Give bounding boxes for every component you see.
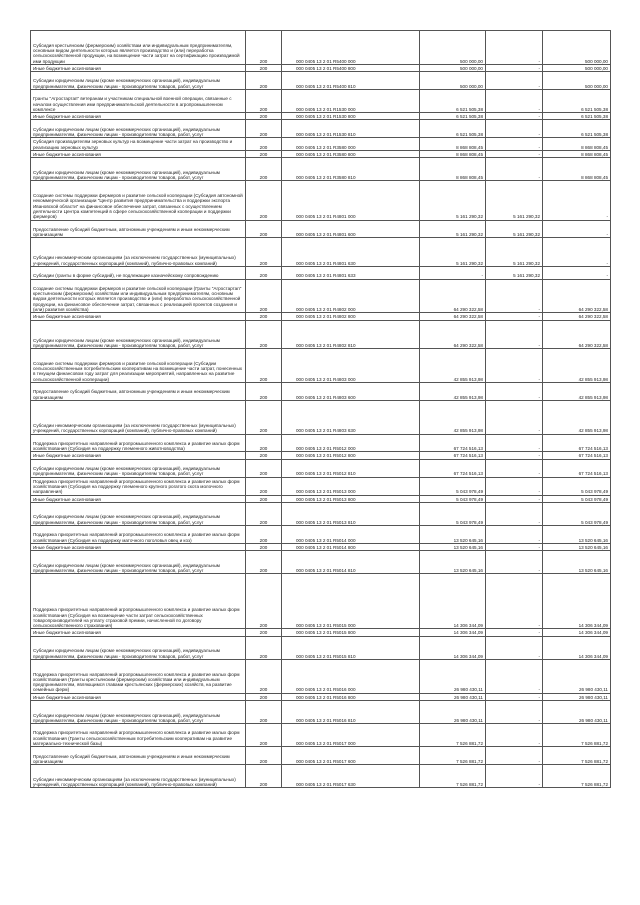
row-approved-amount: 64 290 322,58 xyxy=(420,313,486,320)
table-row xyxy=(31,313,611,320)
row-executed-amount: - xyxy=(486,636,543,659)
row-remaining-amount: 42 855 913,98 xyxy=(543,382,611,400)
row-approved-amount: 14 306 344,09 xyxy=(420,629,486,636)
row-description: Субсидии юридическим лицам (кроме некоммерческих организаций), индивидуальным предпринимателям, физическим лицам - производителям товаров, работ, услуг xyxy=(31,459,246,477)
row-line-code: 200 xyxy=(246,495,282,502)
row-description: Поддержка приоритетных направлений агропромышленного комплекса и развитие малых форм хозяйствования (Субсидия на возмещение части затрат сельскохозяйственных товаропроизводителей на уплату страховой премии, начисленной по договору сельскохозяйственного страхования) xyxy=(31,574,246,629)
row-description: Субсидии юридическим лицам (кроме некоммерческих организаций), индивидуальным предпринимателям, физическим лицам - производителям товаров, работ, услуг xyxy=(31,551,246,574)
row-line-code: 200 xyxy=(246,113,282,120)
row-line-code: 200 xyxy=(246,551,282,574)
row-budget-classification-code: 000 0405 13 2 01 R5012 000 xyxy=(282,434,420,452)
row-remaining-amount: 8 868 808,45 xyxy=(543,158,611,181)
row-remaining-amount: 8 868 808,45 xyxy=(543,138,611,151)
row-description: Иные бюджетные ассигнования xyxy=(31,113,246,120)
row-line-code: 200 xyxy=(246,636,282,659)
row-budget-classification-code: 000 0405 13 2 01 R5015 810 xyxy=(282,636,420,659)
table-row xyxy=(31,238,611,267)
table-row xyxy=(31,266,611,279)
row-budget-classification-code: 000 0405 13 2 01 R5400 800 xyxy=(282,64,420,71)
row-remaining-amount: 6 521 505,38 xyxy=(543,113,611,120)
row-remaining-amount: - xyxy=(543,220,611,238)
row-approved-amount: - xyxy=(420,266,486,279)
row-line-code: 200 xyxy=(246,765,282,788)
table-row xyxy=(31,279,611,313)
table-row xyxy=(31,320,611,349)
row-line-code: 200 xyxy=(246,434,282,452)
budget-execution-table xyxy=(30,30,611,788)
row-remaining-amount: 5 043 978,49 xyxy=(543,477,611,495)
row-approved-amount: 5 043 978,49 xyxy=(420,477,486,495)
table-row xyxy=(31,452,611,459)
row-line-code: 200 xyxy=(246,526,282,544)
row-remaining-amount: 13 520 645,16 xyxy=(543,543,611,550)
row-remaining-amount: 14 306 344,09 xyxy=(543,574,611,629)
row-line-code: 200 xyxy=(246,701,282,724)
row-executed-amount: - xyxy=(486,477,543,495)
row-approved-amount: 7 526 881,72 xyxy=(420,724,486,747)
row-executed-amount: - xyxy=(486,113,543,120)
row-budget-classification-code: 000 0405 13 2 01 R5016 810 xyxy=(282,701,420,724)
row-line-code: 200 xyxy=(246,659,282,693)
row-line-code: 200 xyxy=(246,382,282,400)
row-remaining-amount: 67 724 516,13 xyxy=(543,459,611,477)
row-description: Субсидии юридическим лицам (кроме некоммерческих организаций), индивидуальным предпринимателям, физическим лицам - производителям товаров, работ, услуг xyxy=(31,158,246,181)
row-line-code: 200 xyxy=(246,320,282,349)
table-row xyxy=(31,502,611,525)
row-remaining-amount: 26 980 430,11 xyxy=(543,693,611,700)
row-approved-amount: 67 724 516,13 xyxy=(420,452,486,459)
row-remaining-amount: 500 000,00 xyxy=(543,31,611,65)
row-remaining-amount: 13 520 645,16 xyxy=(543,526,611,544)
row-approved-amount: 13 520 645,16 xyxy=(420,551,486,574)
row-approved-amount: 42 855 913,98 xyxy=(420,400,486,434)
row-approved-amount: 7 526 881,72 xyxy=(420,747,486,765)
row-description: Предоставление субсидий бюджетным, автономным учреждениям и иным некоммерческим организациям xyxy=(31,747,246,765)
row-description: Поддержка приоритетных направлений агропромышленного комплекса и развитие малых форм хозяйствования (Гранты сельскохозяйственным потребительским кооперативам на развитие материально-технической базы) xyxy=(31,724,246,747)
table-row xyxy=(31,181,611,220)
row-description: Поддержка приоритетных направлений агропромышленного комплекса и развитие малых форм хозяйствования (Субсидия на поддержку племенного крупного рогатого скота молочного направления) xyxy=(31,477,246,495)
row-approved-amount: 6 521 505,38 xyxy=(420,89,486,112)
table-row xyxy=(31,158,611,181)
row-line-code: 200 xyxy=(246,64,282,71)
row-budget-classification-code: 000 0405 13 2 01 R5017 630 xyxy=(282,765,420,788)
row-executed-amount: 5 161 290,32 xyxy=(486,238,543,267)
row-approved-amount: 8 868 808,45 xyxy=(420,150,486,157)
row-budget-classification-code: 000 0405 13 2 01 R5016 000 xyxy=(282,659,420,693)
row-budget-classification-code: 000 0405 13 2 01 R5017 600 xyxy=(282,747,420,765)
row-description: Субсидии юридическим лицам (кроме некоммерческих организаций), индивидуальным предпринимателям, физическим лицам - производителям товаров, работ, услуг xyxy=(31,701,246,724)
row-remaining-amount: 500 000,00 xyxy=(543,72,611,90)
row-budget-classification-code: 000 0405 13 2 01 R3580 000 xyxy=(282,138,420,151)
row-description: Поддержка приоритетных направлений агропромышленного комплекса и развитие малых форм хозяйствования (Субсидия на поддержку племенного животноводства) xyxy=(31,434,246,452)
row-line-code: 200 xyxy=(246,747,282,765)
row-budget-classification-code: 000 0405 13 2 01 R1530 810 xyxy=(282,120,420,138)
row-approved-amount: 14 306 344,09 xyxy=(420,574,486,629)
row-budget-classification-code: 000 0405 13 2 01 R4802 000 xyxy=(282,279,420,313)
row-executed-amount: - xyxy=(486,724,543,747)
row-approved-amount: 7 526 881,72 xyxy=(420,765,486,788)
table-row xyxy=(31,629,611,636)
table-row xyxy=(31,765,611,788)
row-executed-amount: - xyxy=(486,31,543,65)
table-row xyxy=(31,574,611,629)
row-line-code: 200 xyxy=(246,72,282,90)
row-executed-amount: - xyxy=(486,64,543,71)
row-executed-amount: - xyxy=(486,502,543,525)
row-line-code: 200 xyxy=(246,120,282,138)
row-description: Поддержка приоритетных направлений агропромышленного комплекса и развитие малых форм хозяйствования (Субсидия на поддержку маточного поголовья овец и коз) xyxy=(31,526,246,544)
row-remaining-amount: 7 526 881,72 xyxy=(543,765,611,788)
row-approved-amount: 26 980 430,11 xyxy=(420,693,486,700)
row-description: Субсидия производителям зерновых культур на возмещение части затрат на производство и реализацию зерновых культур xyxy=(31,138,246,151)
row-approved-amount: 500 000,00 xyxy=(420,72,486,90)
row-description: Иные бюджетные ассигнования xyxy=(31,313,246,320)
row-line-code: 200 xyxy=(246,452,282,459)
row-budget-classification-code: 000 0405 13 2 01 R5013 800 xyxy=(282,495,420,502)
row-description: Иные бюджетные ассигнования xyxy=(31,543,246,550)
table-row xyxy=(31,701,611,724)
row-description: Поддержка приоритетных направлений агропромышленного комплекса и развитие малых форм хозяйствования (Гранты крестьянским (фермерским) хозяйствам или индивидуальным предпринимателям, являющимся главами крестьянских (фермерских) хозяйств, на развитие семейных ферм) xyxy=(31,659,246,693)
table-row xyxy=(31,526,611,544)
row-remaining-amount: 500 000,00 xyxy=(543,64,611,71)
row-budget-classification-code: 000 0405 13 2 01 R4802 800 xyxy=(282,313,420,320)
row-budget-classification-code: 000 0405 13 2 01 R3580 810 xyxy=(282,158,420,181)
row-description: Субсидии некоммерческим организациям (за исключением государственных (муниципальных) учреждений, государственных корпораций (компаний), публично-правовых компаний) xyxy=(31,238,246,267)
row-remaining-amount: 14 306 344,09 xyxy=(543,629,611,636)
table-row xyxy=(31,551,611,574)
row-approved-amount: 64 290 322,58 xyxy=(420,279,486,313)
table-row xyxy=(31,434,611,452)
row-executed-amount: - xyxy=(486,313,543,320)
table-row xyxy=(31,31,611,65)
table-row xyxy=(31,120,611,138)
row-executed-amount: - xyxy=(486,382,543,400)
row-line-code: 200 xyxy=(246,400,282,434)
row-budget-classification-code: 000 0405 13 2 01 R5012 810 xyxy=(282,459,420,477)
row-description: Субсидии юридическим лицам (кроме некоммерческих организаций), индивидуальным предпринимателям, физическим лицам - производителям товаров, работ, услуг xyxy=(31,636,246,659)
row-approved-amount: 8 868 808,45 xyxy=(420,158,486,181)
table-body xyxy=(31,31,611,788)
row-remaining-amount: 26 980 430,11 xyxy=(543,659,611,693)
row-approved-amount: 500 000,00 xyxy=(420,64,486,71)
row-remaining-amount: 64 290 322,58 xyxy=(543,320,611,349)
row-budget-classification-code: 000 0405 13 2 01 R5400 000 xyxy=(282,31,420,65)
row-approved-amount: 13 520 645,16 xyxy=(420,543,486,550)
row-budget-classification-code: 000 0405 13 2 01 R5014 000 xyxy=(282,526,420,544)
row-executed-amount: - xyxy=(486,629,543,636)
row-approved-amount: 14 306 344,09 xyxy=(420,636,486,659)
row-approved-amount: 67 724 516,13 xyxy=(420,434,486,452)
row-description: Создание системы поддержки фермеров и развитие сельской кооперации (Гранты "Агростартап" крестьянским (фермерским) хозяйствам или индивидуальным предпринимателям, основным видом деятельности которых является производство и (или) переработка сельскохозяйственной продукции, на финансовое обеспечение затрат, связанных с реализацией проектов создания и (или) развития хозяйства) xyxy=(31,279,246,313)
row-remaining-amount: 14 306 344,09 xyxy=(543,636,611,659)
row-line-code: 200 xyxy=(246,150,282,157)
row-remaining-amount: 7 526 881,72 xyxy=(543,724,611,747)
row-remaining-amount: 5 043 978,49 xyxy=(543,502,611,525)
row-executed-amount: - xyxy=(486,459,543,477)
table-row xyxy=(31,400,611,434)
row-budget-classification-code: 000 0405 13 2 01 R4803 000 xyxy=(282,349,420,383)
table-row xyxy=(31,382,611,400)
row-description: Субсидии юридическим лицам (кроме некоммерческих организаций), индивидуальным предпринимателям, физическим лицам - производителям товаров, работ, услуг xyxy=(31,120,246,138)
row-executed-amount: - xyxy=(486,747,543,765)
row-budget-classification-code: 000 0405 13 2 01 R5013 000 xyxy=(282,477,420,495)
row-budget-classification-code: 000 0405 13 2 01 R5017 000 xyxy=(282,724,420,747)
row-executed-amount: - xyxy=(486,551,543,574)
row-line-code: 200 xyxy=(246,181,282,220)
row-approved-amount: 42 855 913,98 xyxy=(420,349,486,383)
row-budget-classification-code: 000 0405 13 2 01 R4801 600 xyxy=(282,220,420,238)
row-executed-amount: - xyxy=(486,158,543,181)
row-executed-amount: - xyxy=(486,89,543,112)
row-description: Субсидии юридическим лицам (кроме некоммерческих организаций), индивидуальным предпринимателям, физическим лицам - производителям товаров, работ, услуг xyxy=(31,320,246,349)
row-executed-amount: 5 161 290,32 xyxy=(486,220,543,238)
row-remaining-amount: 42 855 913,98 xyxy=(543,349,611,383)
table-row xyxy=(31,636,611,659)
row-description: Субсидии юридическим лицам (кроме некоммерческих организаций), индивидуальным предпринимателям, физическим лицам - производителям товаров, работ, услуг xyxy=(31,72,246,90)
row-line-code: 200 xyxy=(246,693,282,700)
table-row xyxy=(31,64,611,71)
row-budget-classification-code: 000 0405 13 2 01 R5015 800 xyxy=(282,629,420,636)
row-budget-classification-code: 000 0405 13 2 01 R4801 630 xyxy=(282,238,420,267)
table-row xyxy=(31,724,611,747)
table-row xyxy=(31,113,611,120)
row-executed-amount: - xyxy=(486,452,543,459)
row-description: Предоставление субсидий бюджетным, автономным учреждениям и иным некоммерческим организациям xyxy=(31,382,246,400)
row-executed-amount: - xyxy=(486,543,543,550)
row-description: Создание системы поддержки фермеров и развитие сельской кооперации (Субсидии сельскохозяйственным потребительским кооперативам на возмещение части затрат, понесенных в текущем финансовом году затрат для реализации мероприятий, направленных на развитие сельскохозяйственной кооперации) xyxy=(31,349,246,383)
row-budget-classification-code: 000 0405 13 2 01 R1530 000 xyxy=(282,89,420,112)
row-description: Иные бюджетные ассигнования xyxy=(31,693,246,700)
row-executed-amount: - xyxy=(486,434,543,452)
row-executed-amount: - xyxy=(486,150,543,157)
row-line-code: 200 xyxy=(246,31,282,65)
row-remaining-amount: 6 521 505,38 xyxy=(543,120,611,138)
row-line-code: 200 xyxy=(246,459,282,477)
row-remaining-amount: 67 724 516,13 xyxy=(543,452,611,459)
row-remaining-amount: 64 290 322,58 xyxy=(543,313,611,320)
row-approved-amount: 500 000,00 xyxy=(420,31,486,65)
row-remaining-amount: 8 868 808,45 xyxy=(543,150,611,157)
row-executed-amount: - xyxy=(486,659,543,693)
row-executed-amount: - xyxy=(486,279,543,313)
row-approved-amount: 5 043 978,49 xyxy=(420,502,486,525)
row-executed-amount: - xyxy=(486,765,543,788)
row-approved-amount: 5 161 290,32 xyxy=(420,238,486,267)
table-row xyxy=(31,693,611,700)
row-remaining-amount: 64 290 322,58 xyxy=(543,279,611,313)
row-line-code: 200 xyxy=(246,574,282,629)
row-approved-amount: 64 290 322,58 xyxy=(420,320,486,349)
row-executed-amount: - xyxy=(486,495,543,502)
row-approved-amount: 6 521 505,38 xyxy=(420,113,486,120)
row-approved-amount: 26 980 430,11 xyxy=(420,659,486,693)
row-approved-amount: 8 868 808,45 xyxy=(420,138,486,151)
row-executed-amount: - xyxy=(486,120,543,138)
row-approved-amount: 5 161 290,32 xyxy=(420,181,486,220)
row-remaining-amount: - xyxy=(543,238,611,267)
table-row xyxy=(31,659,611,693)
row-description: Субсидии некоммерческим организациям (за исключением государственных (муниципальных) учреждений, государственных корпораций (компаний), публично-правовых компаний) xyxy=(31,765,246,788)
row-approved-amount: 26 980 430,11 xyxy=(420,701,486,724)
budget-table-page xyxy=(30,30,610,788)
row-executed-amount: - xyxy=(486,349,543,383)
row-line-code: 200 xyxy=(246,220,282,238)
row-budget-classification-code: 000 0405 13 2 01 R5014 800 xyxy=(282,543,420,550)
row-line-code: 200 xyxy=(246,349,282,383)
table-row xyxy=(31,477,611,495)
row-remaining-amount: 67 724 516,13 xyxy=(543,434,611,452)
row-approved-amount: 5 161 290,32 xyxy=(420,220,486,238)
row-description: Иные бюджетные ассигнования xyxy=(31,495,246,502)
row-executed-amount: - xyxy=(486,693,543,700)
row-executed-amount: - xyxy=(486,138,543,151)
table-row xyxy=(31,150,611,157)
row-line-code: 200 xyxy=(246,138,282,151)
row-budget-classification-code: 000 0405 13 2 01 R4801 000 xyxy=(282,181,420,220)
row-description: Иные бюджетные ассигнования xyxy=(31,452,246,459)
table-row xyxy=(31,349,611,383)
row-approved-amount: 13 520 645,16 xyxy=(420,526,486,544)
table-row xyxy=(31,138,611,151)
row-remaining-amount: - xyxy=(543,266,611,279)
row-budget-classification-code: 000 0405 13 2 01 R4803 600 xyxy=(282,382,420,400)
row-budget-classification-code: 000 0405 13 2 01 R1530 800 xyxy=(282,113,420,120)
row-remaining-amount: 42 855 913,98 xyxy=(543,400,611,434)
row-line-code: 200 xyxy=(246,502,282,525)
row-approved-amount: 42 855 913,98 xyxy=(420,382,486,400)
row-executed-amount: - xyxy=(486,574,543,629)
row-description: Субсидии некоммерческим организациям (за исключением государственных (муниципальных) учреждений, государственных корпораций (компаний), публично-правовых компаний) xyxy=(31,400,246,434)
row-executed-amount: - xyxy=(486,526,543,544)
row-line-code: 200 xyxy=(246,238,282,267)
row-executed-amount: 5 161 290,32 xyxy=(486,266,543,279)
table-row xyxy=(31,495,611,502)
row-line-code: 200 xyxy=(246,477,282,495)
row-description: Создание системы поддержки фермеров и развитие сельской кооперации (Субсидия автономной некоммерческой организации "Центр развития предпринимательства и поддержки экспорта Ивановской области" на финансовое обеспечение затрат, связанных с осуществлением деятельности Центра компетенций в сфере сельскохозяйственной кооперации и поддержки фермеров) xyxy=(31,181,246,220)
row-remaining-amount: - xyxy=(543,181,611,220)
row-line-code: 200 xyxy=(246,724,282,747)
row-remaining-amount: 26 980 430,11 xyxy=(543,701,611,724)
row-budget-classification-code: 000 0405 13 2 01 R3580 800 xyxy=(282,150,420,157)
row-line-code: 200 xyxy=(246,629,282,636)
table-row xyxy=(31,459,611,477)
row-executed-amount: - xyxy=(486,400,543,434)
table-row xyxy=(31,220,611,238)
row-remaining-amount: 5 043 978,49 xyxy=(543,495,611,502)
row-budget-classification-code: 000 0405 13 2 01 R5012 800 xyxy=(282,452,420,459)
row-executed-amount: - xyxy=(486,72,543,90)
row-budget-classification-code: 000 0405 13 2 01 R5016 800 xyxy=(282,693,420,700)
table-row xyxy=(31,747,611,765)
row-line-code: 200 xyxy=(246,89,282,112)
row-budget-classification-code: 000 0405 13 2 01 R5013 810 xyxy=(282,502,420,525)
row-description: Субсидии юридическим лицам (кроме некоммерческих организаций), индивидуальным предпринимателям, физическим лицам - производителям товаров, работ, услуг xyxy=(31,502,246,525)
row-approved-amount: 67 724 516,13 xyxy=(420,459,486,477)
row-executed-amount: - xyxy=(486,320,543,349)
row-line-code: 200 xyxy=(246,279,282,313)
row-budget-classification-code: 000 0405 13 2 01 R4802 810 xyxy=(282,320,420,349)
row-remaining-amount: 13 520 645,16 xyxy=(543,551,611,574)
row-description: Иные бюджетные ассигнования xyxy=(31,150,246,157)
row-description: Субсидия крестьянским (фермерским) хозяйствам или индивидуальным предпринимателям, основным видом деятельности которых является производство и (или) переработка сельскохозяйственной продукции, на возмещение части затрат на сертификацию производимой ими продукции xyxy=(31,31,246,65)
row-remaining-amount: 7 526 881,72 xyxy=(543,747,611,765)
row-remaining-amount: 6 521 505,38 xyxy=(543,89,611,112)
table-row xyxy=(31,543,611,550)
row-line-code: 200 xyxy=(246,313,282,320)
row-budget-classification-code: 000 0405 13 2 01 R5014 810 xyxy=(282,551,420,574)
table-row xyxy=(31,72,611,90)
row-line-code: 200 xyxy=(246,543,282,550)
row-line-code: 200 xyxy=(246,158,282,181)
row-budget-classification-code: 000 0405 13 2 01 R5015 000 xyxy=(282,574,420,629)
row-description: Гранты "Агростартап" ветеранам и участникам специальной военной операции, связанные с началом осуществления ими предпринимательской деятельности в агропромышленном комплексе xyxy=(31,89,246,112)
row-description: Иные бюджетные ассигнования xyxy=(31,629,246,636)
row-executed-amount: 5 161 290,32 xyxy=(486,181,543,220)
table-row xyxy=(31,89,611,112)
row-description: Предоставление субсидий бюджетным, автономным учреждениям и иным некоммерческим организациям xyxy=(31,220,246,238)
row-line-code: 200 xyxy=(246,266,282,279)
row-executed-amount: - xyxy=(486,701,543,724)
row-description: Субсидии (гранты в форме субсидий), не подлежащие казначейскому сопровождению xyxy=(31,266,246,279)
row-approved-amount: 5 043 978,49 xyxy=(420,495,486,502)
row-budget-classification-code: 000 0405 13 2 01 R4803 630 xyxy=(282,400,420,434)
row-budget-classification-code: 000 0405 13 2 01 R5400 810 xyxy=(282,72,420,90)
row-approved-amount: 6 521 505,38 xyxy=(420,120,486,138)
row-description: Иные бюджетные ассигнования xyxy=(31,64,246,71)
row-budget-classification-code: 000 0405 13 2 01 R4801 633 xyxy=(282,266,420,279)
